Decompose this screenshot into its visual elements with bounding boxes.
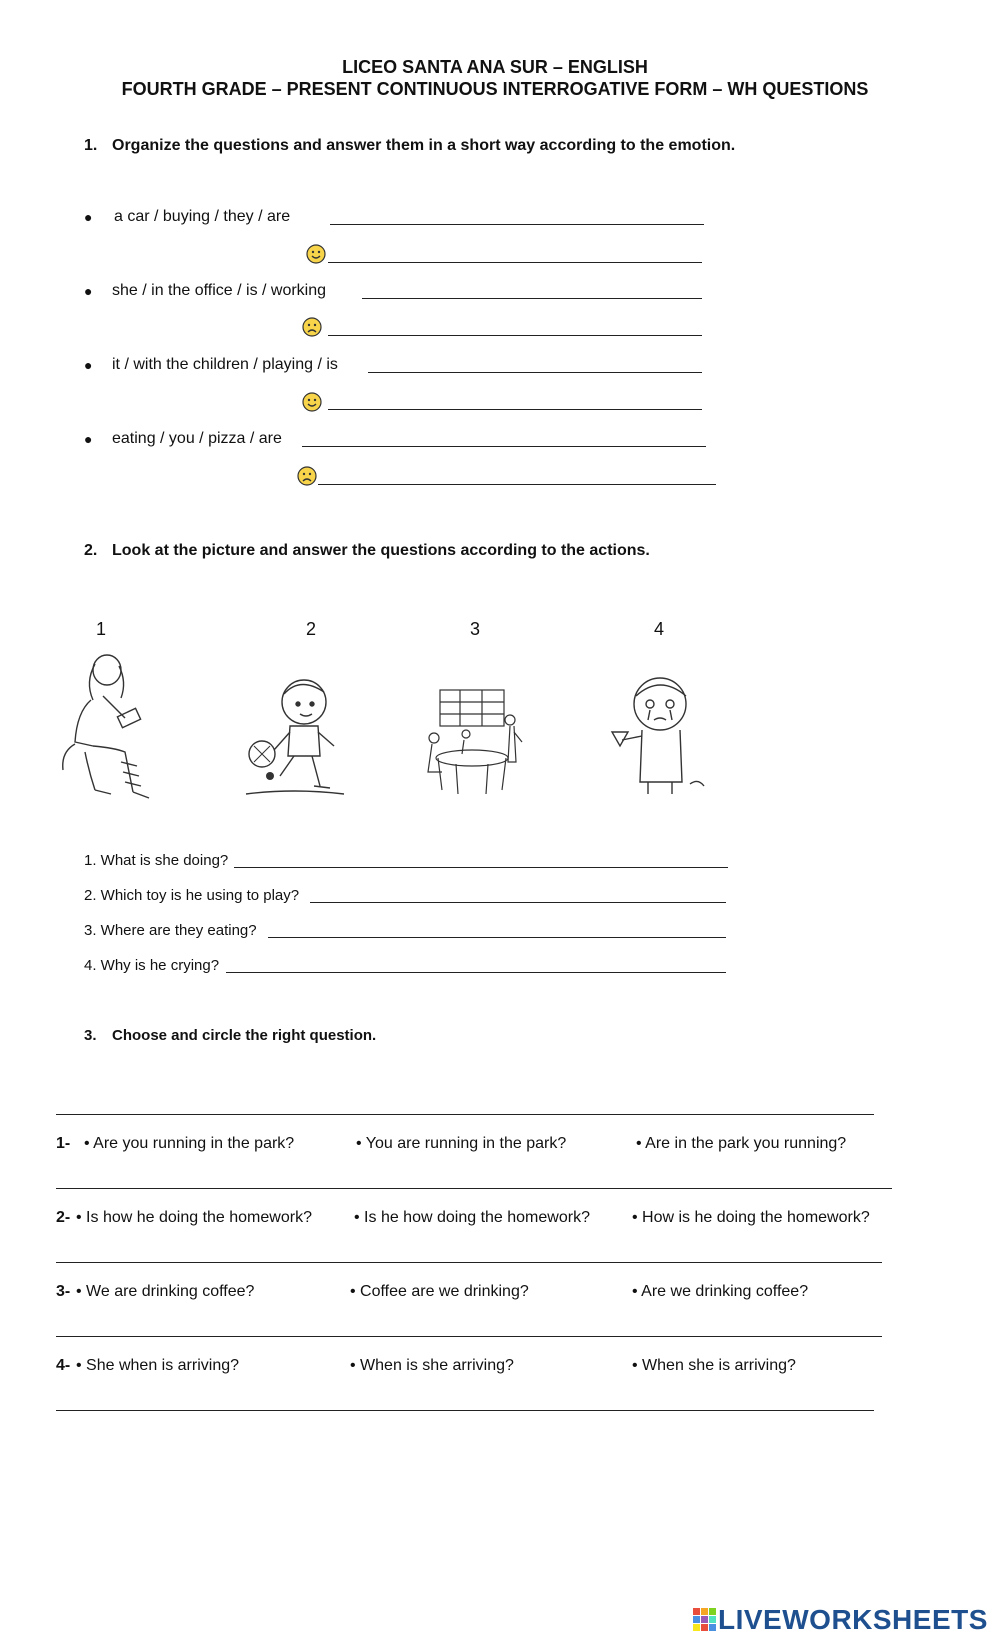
choice-option[interactable]: • When is she arriving? (350, 1357, 514, 1374)
question-1-answer-line[interactable] (330, 224, 704, 225)
picture-answer-3-line[interactable] (268, 937, 726, 938)
picture-answer-2-line[interactable] (310, 902, 726, 903)
scrambled-question-3: it / with the children / playing / is (112, 356, 338, 373)
bullet-icon: ● (84, 431, 93, 447)
choice-option-text: Are in the park you running? (645, 1135, 847, 1152)
choice-option-text: You are running in the park? (365, 1135, 567, 1152)
happy-face-icon (302, 392, 322, 412)
girl-reading-illustration (55, 652, 151, 802)
restaurant-scene-illustration (420, 686, 528, 798)
choice-option-text: Are you running in the park? (93, 1135, 295, 1152)
choice-row-label-1: 1- (56, 1135, 71, 1152)
choice-option-text: Coffee are we drinking? (360, 1283, 529, 1300)
choice-option[interactable]: • Coffee are we drinking? (350, 1283, 529, 1300)
liveworksheets-logo (692, 1604, 988, 1636)
answer-4-line[interactable] (318, 484, 716, 485)
question-4-answer-line[interactable] (302, 446, 706, 447)
divider-line (56, 1114, 874, 1115)
question-2-answer-line[interactable] (362, 298, 702, 299)
section3-instruction: Choose and circle the right question. (112, 1027, 377, 1044)
happy-face-icon (306, 244, 326, 264)
choice-option[interactable]: • Are you running in the park? (84, 1135, 295, 1152)
picture-answer-1-line[interactable] (234, 867, 728, 868)
choice-option[interactable]: • Are in the park you running? (636, 1135, 847, 1152)
choice-option[interactable]: • She when is arriving? (76, 1357, 240, 1374)
section1-instruction: Organize the questions and answer them in a short way according to the emotion. (112, 137, 736, 154)
sad-face-icon (302, 317, 322, 337)
boy-playing-football-illustration (244, 676, 348, 802)
choice-option[interactable]: • Is how he doing the homework? (76, 1209, 312, 1226)
picture-number-1: 1 (96, 619, 107, 639)
choice-option-text: When is she arriving? (360, 1357, 514, 1374)
section1-number: 1. (84, 137, 98, 154)
choice-row-label-2: 2- (56, 1209, 71, 1226)
choice-option-text: She when is arriving? (86, 1357, 240, 1374)
choice-option-text: Is how he doing the homework? (86, 1209, 312, 1226)
liveworksheets-logo-icon (692, 1607, 718, 1633)
section2-number: 2. (84, 542, 98, 559)
picture-answer-4-line[interactable] (226, 972, 726, 973)
choice-option[interactable]: • When she is arriving? (632, 1357, 796, 1374)
choice-option-text: Are we drinking coffee? (641, 1283, 809, 1300)
bullet-icon: ● (84, 209, 93, 225)
divider-line (56, 1262, 882, 1263)
divider-line (56, 1336, 882, 1337)
bullet-icon: ● (84, 283, 93, 299)
choice-option-text: Is he how doing the homework? (364, 1209, 590, 1226)
choice-option[interactable]: • You are running in the park? (356, 1135, 567, 1152)
liveworksheets-brand-text: LIVEWORKSHEETS (718, 1604, 988, 1635)
picture-question-3: 3. Where are they eating? (84, 922, 257, 939)
divider-line (56, 1410, 874, 1411)
scrambled-question-1: a car / buying / they / are (114, 208, 291, 225)
section2-instruction: Look at the picture and answer the questions according to the actions. (112, 542, 650, 559)
choice-option[interactable]: • How is he doing the homework? (632, 1209, 870, 1226)
bullet-icon: ● (84, 357, 93, 373)
choice-option[interactable]: • Are we drinking coffee? (632, 1283, 809, 1300)
question-3-answer-line[interactable] (368, 372, 702, 373)
answer-1-line[interactable] (328, 262, 702, 263)
picture-number-4: 4 (654, 619, 665, 639)
picture-number-2: 2 (306, 619, 317, 639)
choice-option[interactable]: • Is he how doing the homework? (354, 1209, 590, 1226)
worksheet-school-title: LICEO SANTA ANA SUR – ENGLISH (342, 57, 648, 77)
crying-boy-illustration (606, 674, 722, 798)
choice-option-text: We are drinking coffee? (86, 1283, 255, 1300)
picture-question-1: 1. What is she doing? (84, 852, 229, 869)
worksheet-grade-title: FOURTH GRADE – PRESENT CONTINUOUS INTERROGATIVE FORM – WH QUESTIONS (121, 79, 869, 99)
choice-option-text: When she is arriving? (642, 1357, 796, 1374)
scrambled-question-2: she / in the office / is / working (112, 282, 327, 299)
choice-row-label-3: 3- (56, 1283, 71, 1300)
choice-option-text: How is he doing the homework? (642, 1209, 870, 1226)
picture-question-2: 2. Which toy is he using to play? (84, 887, 300, 904)
answer-2-line[interactable] (328, 335, 702, 336)
sad-face-icon (297, 466, 317, 486)
answer-3-line[interactable] (328, 409, 702, 410)
picture-question-4: 4. Why is he crying? (84, 957, 220, 974)
section3-number: 3. (84, 1027, 97, 1044)
scrambled-question-4: eating / you / pizza / are (112, 430, 282, 447)
choice-row-label-4: 4- (56, 1357, 71, 1374)
picture-number-3: 3 (470, 619, 481, 639)
divider-line (56, 1188, 892, 1189)
choice-option[interactable]: • We are drinking coffee? (76, 1283, 255, 1300)
